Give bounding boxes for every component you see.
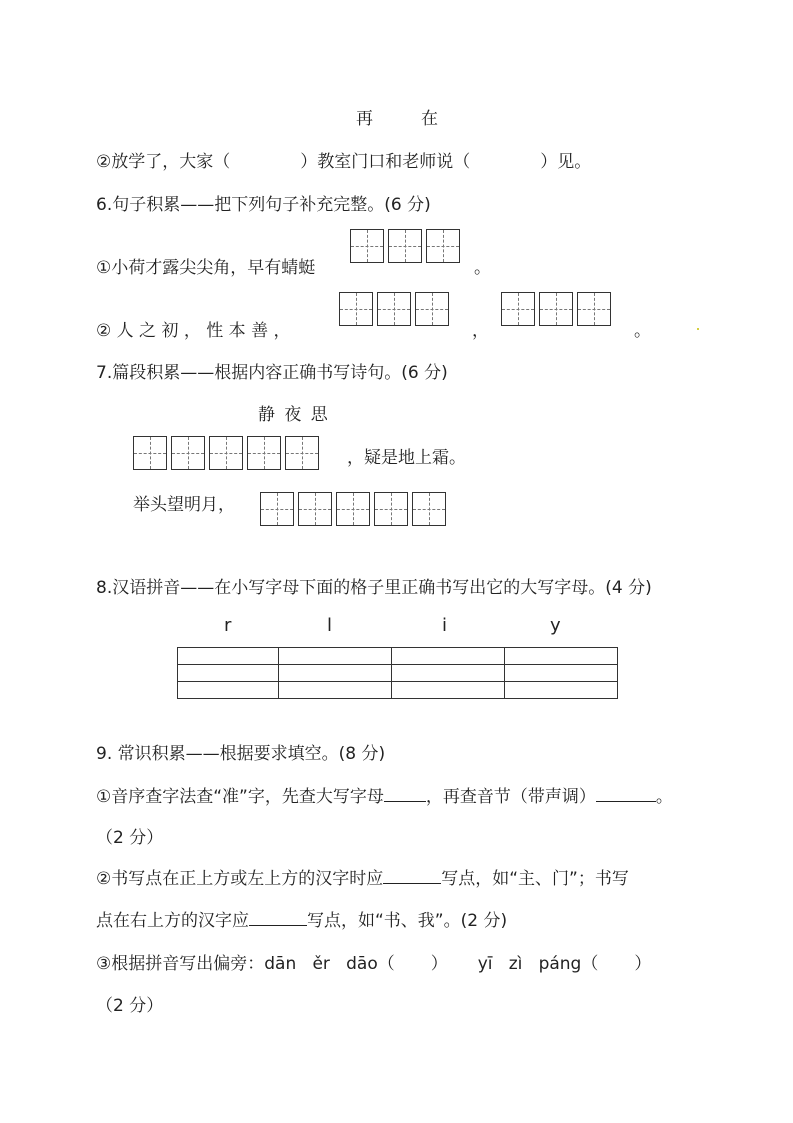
- q9-item2-line2: [96, 906, 507, 931]
- q9-item3-paren2-close: ）: [634, 954, 652, 974]
- letter-cell[interactable]: [392, 648, 505, 665]
- letter-cell[interactable]: [279, 682, 392, 699]
- writing-cell[interactable]: [501, 292, 535, 326]
- q8-title: 8.汉语拼音——在小写字母下面的格子里正确书写出它的大写字母。(4 分): [96, 578, 652, 598]
- q9-item2-line1-a: ②书写点在正上方或左上方的汉字时应: [96, 869, 384, 889]
- letter-cell[interactable]: [279, 648, 392, 665]
- q9-item3-paren1-close: ）: [430, 954, 448, 974]
- writing-cell[interactable]: [377, 292, 411, 326]
- q6-item2-grid-a: [339, 292, 449, 326]
- q9-item3-pinyin2: yī zì páng（: [477, 954, 599, 974]
- q6-title: 6.句子积累——把下列句子补充完整。(6 分): [96, 195, 431, 215]
- q8-letter-r: r: [224, 615, 232, 636]
- q8-letter-y: y: [550, 615, 561, 636]
- q8-letter-i: i: [442, 615, 448, 636]
- writing-cell[interactable]: [339, 292, 373, 326]
- writing-cell[interactable]: [412, 492, 446, 526]
- q8-letter-l: l: [327, 615, 333, 636]
- answer-blank[interactable]: [249, 909, 307, 926]
- letter-cell[interactable]: [178, 665, 279, 682]
- q9-item2-line1-b: 写点，如“主、门”；书写: [441, 869, 629, 889]
- writing-cell[interactable]: [247, 436, 281, 470]
- top-word-1: 再: [356, 109, 373, 129]
- writing-cell[interactable]: [260, 492, 294, 526]
- letter-cell[interactable]: [392, 665, 505, 682]
- q6-item2-comma: ，: [472, 321, 489, 341]
- q6-item2-text: ② 人 之 初 ， 性 本 善 ，: [96, 321, 291, 341]
- q5-item2: [96, 147, 591, 172]
- letter-cell[interactable]: [178, 648, 279, 665]
- q7-line1-suffix: ，疑是地上霜。: [347, 448, 466, 468]
- q7-line2-grid: [260, 492, 446, 526]
- letter-cell[interactable]: [178, 682, 279, 699]
- letter-cell[interactable]: [505, 648, 618, 665]
- q6-item1-grid: [350, 229, 460, 263]
- q9-item3-prefix: ③根据拼音写出偏旁：: [96, 954, 265, 974]
- q7-line1-grid: [133, 436, 319, 470]
- stray-dot: [697, 328, 699, 330]
- letter-cell[interactable]: [392, 682, 505, 699]
- q8-letter-grid: [177, 647, 618, 699]
- q6-item2-grid-b: [501, 292, 611, 326]
- q9-item1-text-a: ①音序查字法查“准”字，先查大写字母: [96, 787, 384, 807]
- letter-cell[interactable]: [279, 665, 392, 682]
- q9-item2-line2-b: 写点，如“书、我”。(2 分): [307, 911, 508, 931]
- writing-cell[interactable]: [426, 229, 460, 263]
- writing-cell[interactable]: [388, 229, 422, 263]
- q6-item2-end: 。: [634, 321, 651, 341]
- q6-item1-text: ①小荷才露尖尖角，早有蜻蜓: [96, 258, 316, 278]
- writing-cell[interactable]: [336, 492, 370, 526]
- writing-cell[interactable]: [209, 436, 243, 470]
- writing-cell[interactable]: [374, 492, 408, 526]
- writing-cell[interactable]: [171, 436, 205, 470]
- writing-cell[interactable]: [285, 436, 319, 470]
- q5-item2-mid: ）教室门口和老师说（: [300, 152, 471, 172]
- answer-blank[interactable]: [596, 785, 656, 802]
- writing-cell[interactable]: [577, 292, 611, 326]
- top-word-2: 在: [421, 109, 438, 129]
- writing-cell[interactable]: [415, 292, 449, 326]
- q9-item1-text-c: 。: [655, 787, 673, 807]
- q9-item1: [96, 782, 673, 807]
- answer-blank[interactable]: [384, 785, 426, 802]
- q7-line2-prefix: 举头望明月，: [133, 495, 235, 515]
- q9-item1-text-b: ，再查音节（带声调）: [425, 787, 596, 807]
- q9-item2-line1: [96, 864, 629, 889]
- writing-cell[interactable]: [350, 229, 384, 263]
- q9-title: 9. 常识积累——根据要求填空。(8 分): [96, 744, 386, 764]
- letter-cell[interactable]: [505, 682, 618, 699]
- q9-item1-score: （2 分）: [96, 828, 164, 848]
- letter-cell[interactable]: [505, 665, 618, 682]
- writing-cell[interactable]: [298, 492, 332, 526]
- answer-blank[interactable]: [383, 867, 441, 884]
- q5-item2-suffix: ）见。: [540, 152, 592, 172]
- q9-item3-score: （2 分）: [96, 996, 164, 1016]
- q7-poem-title: 静 夜 思: [258, 405, 330, 425]
- q5-item2-prefix: ②放学了，大家（: [96, 152, 231, 172]
- q7-title: 7.篇段积累——根据内容正确书写诗句。(6 分): [96, 363, 448, 383]
- q9-item3-pinyin1: dān ěr dāo（: [264, 954, 395, 974]
- q9-item3: [96, 949, 651, 974]
- q6-item1-end: 。: [474, 258, 491, 278]
- q9-item2-line2-a: 点在右上方的汉字应: [96, 911, 249, 931]
- writing-cell[interactable]: [133, 436, 167, 470]
- writing-cell[interactable]: [539, 292, 573, 326]
